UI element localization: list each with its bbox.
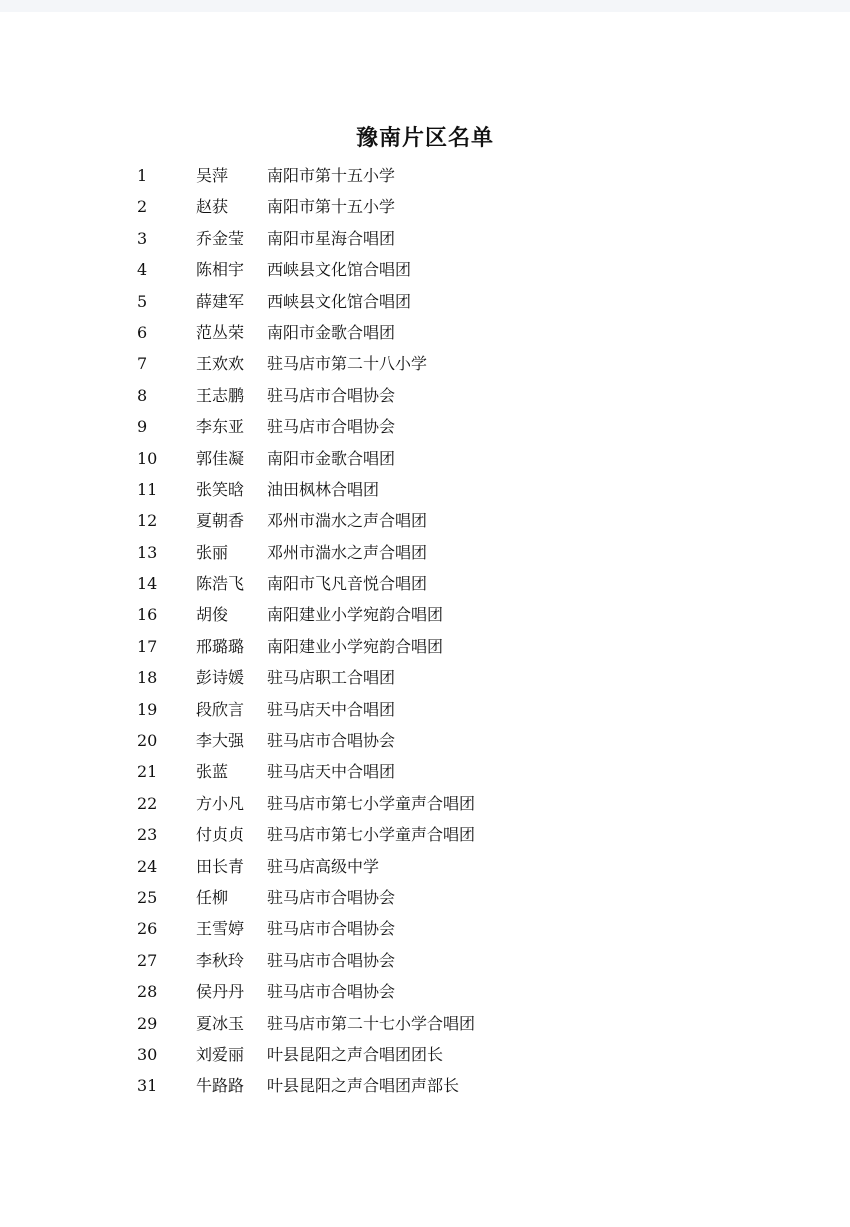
list-item bbox=[0, 348, 850, 379]
row-number: 31 bbox=[137, 1076, 158, 1096]
member-name: 范丛荣 bbox=[196, 322, 245, 342]
member-name: 李东亚 bbox=[196, 417, 245, 437]
row-number: 26 bbox=[137, 919, 158, 939]
list-item bbox=[0, 1070, 850, 1101]
member-organization: 驻马店天中合唱团 bbox=[267, 699, 396, 719]
member-name: 夏朝香 bbox=[196, 511, 245, 531]
member-name: 彭诗媛 bbox=[196, 668, 245, 688]
row-number: 30 bbox=[137, 1044, 158, 1064]
member-organization: 西峡县文化馆合唱团 bbox=[267, 291, 412, 311]
member-organization: 驻马店高级中学 bbox=[267, 856, 380, 876]
list-item bbox=[0, 976, 850, 1007]
list-item bbox=[0, 631, 850, 662]
list-item bbox=[0, 945, 850, 976]
member-organization: 驻马店市第七小学童声合唱团 bbox=[267, 793, 476, 813]
row-number: 13 bbox=[137, 542, 158, 562]
row-number: 3 bbox=[137, 228, 148, 248]
member-name: 李秋玲 bbox=[196, 950, 245, 970]
member-organization: 叶县昆阳之声合唱团声部长 bbox=[267, 1076, 460, 1096]
member-organization: 南阳建业小学宛韵合唱团 bbox=[267, 605, 444, 625]
row-number: 20 bbox=[137, 731, 158, 751]
row-number: 28 bbox=[137, 982, 158, 1002]
member-name: 薛建军 bbox=[196, 291, 245, 311]
row-number: 12 bbox=[137, 511, 158, 531]
list-item bbox=[0, 599, 850, 630]
list-item bbox=[0, 756, 850, 787]
member-name: 张蓝 bbox=[196, 762, 229, 782]
member-name: 郭佳凝 bbox=[196, 448, 245, 468]
row-number: 27 bbox=[137, 950, 158, 970]
member-name: 李大强 bbox=[196, 731, 245, 751]
list-item bbox=[0, 411, 850, 442]
list-item bbox=[0, 819, 850, 850]
member-organization: 邓州市湍水之声合唱团 bbox=[267, 542, 428, 562]
member-name: 王雪婷 bbox=[196, 919, 245, 939]
row-number: 10 bbox=[137, 448, 158, 468]
list-item bbox=[0, 913, 850, 944]
member-organization: 驻马店市第二十七小学合唱团 bbox=[267, 1013, 476, 1033]
row-number: 7 bbox=[137, 354, 148, 374]
member-name: 方小凡 bbox=[196, 793, 245, 813]
member-organization: 驻马店市合唱协会 bbox=[267, 887, 396, 907]
member-name: 陈浩飞 bbox=[196, 574, 245, 594]
member-organization: 驻马店市合唱协会 bbox=[267, 385, 396, 405]
member-organization: 西峡县文化馆合唱团 bbox=[267, 260, 412, 280]
row-number: 17 bbox=[137, 636, 158, 656]
member-organization: 南阳市星海合唱团 bbox=[267, 228, 396, 248]
list-item bbox=[0, 568, 850, 599]
member-name: 段欣言 bbox=[196, 699, 245, 719]
row-number: 1 bbox=[137, 166, 148, 185]
member-list bbox=[0, 160, 850, 1102]
list-item bbox=[0, 725, 850, 756]
list-item bbox=[0, 537, 850, 568]
list-item bbox=[0, 474, 850, 505]
member-organization: 驻马店市合唱协会 bbox=[267, 731, 396, 751]
list-item bbox=[0, 223, 850, 254]
list-item bbox=[0, 317, 850, 348]
document-title: 豫南片区名单 bbox=[355, 126, 494, 151]
row-number: 16 bbox=[137, 605, 158, 625]
member-organization: 南阳市金歌合唱团 bbox=[267, 322, 396, 342]
row-number: 25 bbox=[137, 887, 158, 907]
member-name: 牛路路 bbox=[196, 1076, 245, 1096]
member-name: 吴萍 bbox=[196, 166, 229, 185]
member-organization: 驻马店市合唱协会 bbox=[267, 417, 396, 437]
row-number: 22 bbox=[137, 793, 158, 813]
list-item bbox=[0, 505, 850, 536]
member-organization: 驻马店职工合唱团 bbox=[267, 668, 396, 688]
list-item bbox=[0, 286, 850, 317]
list-item bbox=[0, 191, 850, 222]
list-item bbox=[0, 882, 850, 913]
member-name: 王志鹏 bbox=[196, 385, 245, 405]
member-organization: 驻马店市第二十八小学 bbox=[267, 354, 428, 374]
member-organization: 叶县昆阳之声合唱团团长 bbox=[267, 1044, 444, 1064]
member-organization: 驻马店市合唱协会 bbox=[267, 919, 396, 939]
member-name: 田长青 bbox=[196, 856, 245, 876]
row-number: 9 bbox=[137, 417, 148, 437]
member-organization: 驻马店市合唱协会 bbox=[267, 950, 396, 970]
list-item bbox=[0, 1008, 850, 1039]
list-item bbox=[0, 1039, 850, 1070]
list-item bbox=[0, 380, 850, 411]
member-name: 任柳 bbox=[196, 887, 229, 907]
member-organization: 南阳市飞凡音悦合唱团 bbox=[267, 574, 428, 594]
row-number: 4 bbox=[137, 260, 148, 280]
member-organization: 油田枫林合唱团 bbox=[267, 479, 380, 499]
row-number: 6 bbox=[137, 322, 148, 342]
list-item bbox=[0, 443, 850, 474]
member-name: 王欢欢 bbox=[196, 354, 245, 374]
row-number: 2 bbox=[137, 197, 148, 217]
member-organization: 驻马店市合唱协会 bbox=[267, 982, 396, 1002]
member-name: 付贞贞 bbox=[196, 825, 245, 845]
member-name: 刘爱丽 bbox=[196, 1044, 245, 1064]
row-number: 5 bbox=[137, 291, 148, 311]
member-organization: 驻马店市第七小学童声合唱团 bbox=[267, 825, 476, 845]
row-number: 21 bbox=[137, 762, 158, 782]
row-number: 29 bbox=[137, 1013, 158, 1033]
member-organization: 南阳市金歌合唱团 bbox=[267, 448, 396, 468]
list-item bbox=[0, 694, 850, 725]
member-name: 乔金莹 bbox=[196, 228, 245, 248]
list-item bbox=[0, 160, 850, 191]
member-name: 张笑晗 bbox=[196, 479, 245, 499]
member-organization: 驻马店天中合唱团 bbox=[267, 762, 396, 782]
row-number: 23 bbox=[137, 825, 158, 845]
row-number: 24 bbox=[137, 856, 158, 876]
list-item bbox=[0, 851, 850, 882]
list-item bbox=[0, 254, 850, 285]
member-organization: 南阳市第十五小学 bbox=[267, 197, 396, 217]
member-name: 张丽 bbox=[196, 542, 229, 562]
row-number: 18 bbox=[137, 668, 158, 688]
member-name: 邢璐璐 bbox=[196, 636, 245, 656]
member-name: 胡俊 bbox=[196, 605, 229, 625]
member-name: 侯丹丹 bbox=[196, 982, 245, 1002]
member-organization: 南阳建业小学宛韵合唱团 bbox=[267, 636, 444, 656]
member-organization: 南阳市第十五小学 bbox=[267, 166, 396, 185]
member-organization: 邓州市湍水之声合唱团 bbox=[267, 511, 428, 531]
member-name: 赵获 bbox=[196, 197, 229, 217]
member-name: 夏冰玉 bbox=[196, 1013, 245, 1033]
list-item bbox=[0, 788, 850, 819]
row-number: 8 bbox=[137, 385, 148, 405]
row-number: 19 bbox=[137, 699, 158, 719]
row-number: 11 bbox=[137, 479, 158, 499]
row-number: 14 bbox=[137, 574, 158, 594]
member-name: 陈相宇 bbox=[196, 260, 245, 280]
list-item bbox=[0, 662, 850, 693]
